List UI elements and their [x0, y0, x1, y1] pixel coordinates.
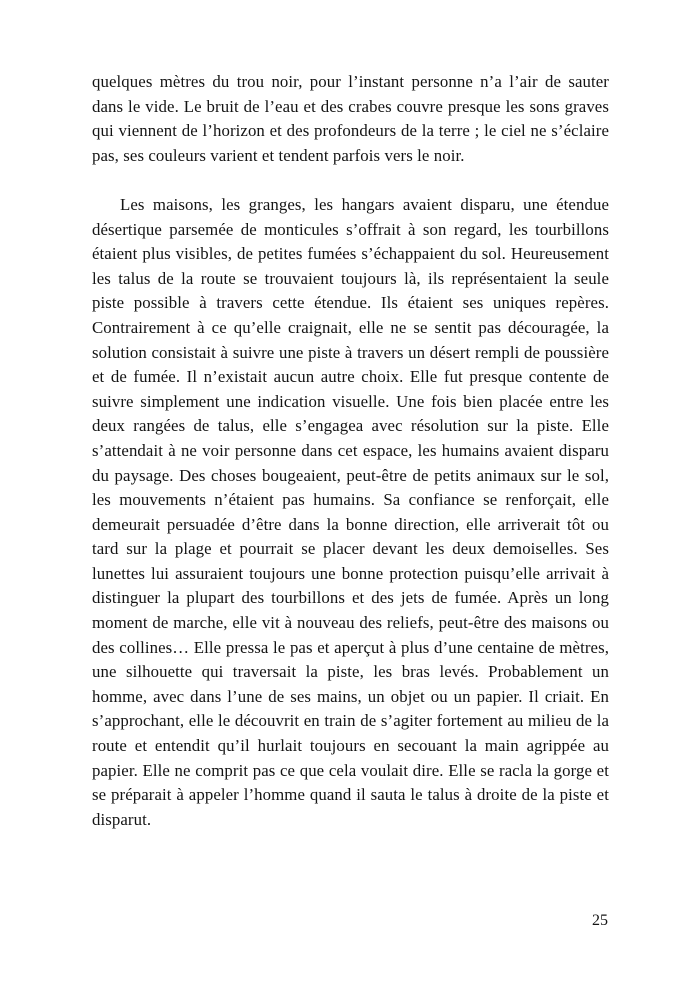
page-number: 25 — [592, 912, 608, 929]
paragraph-continuation: quelques mètres du trou noir, pour l’instant personne n’a l’air de sauter dans le vide. Le bruit de l’eau et des crabes couvre presque les sons graves qui viennent de l’horizon et des profondeurs de la terre ; le ciel ne s’éclaire pas, ses couleurs varient et tendent parfois vers le noir. — [92, 72, 609, 165]
paragraph: Les maisons, les granges, les hangars avaient disparu, une étendue désertique parsemée de monticules s’offrait à son regard, les tourbillons étaient plus visibles, de petites fumées s’échappaient du sol. Heureusement les talus de la route se trouvaient toujours là, ils représentaient la seule piste possible à travers cette étendue. Ils étaient ses uniques repères. Contrairement à ce qu’elle craignait, elle ne se sentit pas découragée, la solution consistait à suivre une piste à travers un désert rempli de poussière et de fumée. Il n’existait aucun autre choix. Elle fut presque contente de suivre simplement une indication visuelle. Une fois bien placée entre les deux rangées de talus, elle s’engagea avec résolution sur la piste. Elle s’attendait à ne voir personne dans cet espace, les humains avaient disparu du paysage. Des choses bougeaient, peut-être de petits animaux sur le sol, les mouvements n’étaient pas humains. Sa confiance se renforçait, elle demeurait persuadée d’être dans la bonne direction, elle arriverait tôt ou tard sur la plage et pourrait se placer devant les deux demoiselles. Ses lunettes lui assuraient toujours une bonne protection puisqu’elle arrivait à distinguer la plupart des tourbillons et des jets de fumée. Après un long moment de marche, elle vit à nouveau des reliefs, peut-être des maisons ou des collines… Elle pressa le pas et aperçut à plus d’une centaine de mètres, une silhouette qui traversait la piste, les bras levés. Probablement un homme, avec dans l’une de ses mains, un objet ou un papier. Il criait. En s’approchant, elle le découvrit en train de s’agiter fortement au milieu de la route et entendit qu’il hurlait toujours en secouant la main agrippée au papier. Elle ne comprit pas ce que cela voulait dire. Elle se racla la gorge et se préparait à appeler l’homme quand il sauta le talus à droite de la piste et disparut. — [92, 194, 609, 829]
body-text — [92, 70, 609, 832]
